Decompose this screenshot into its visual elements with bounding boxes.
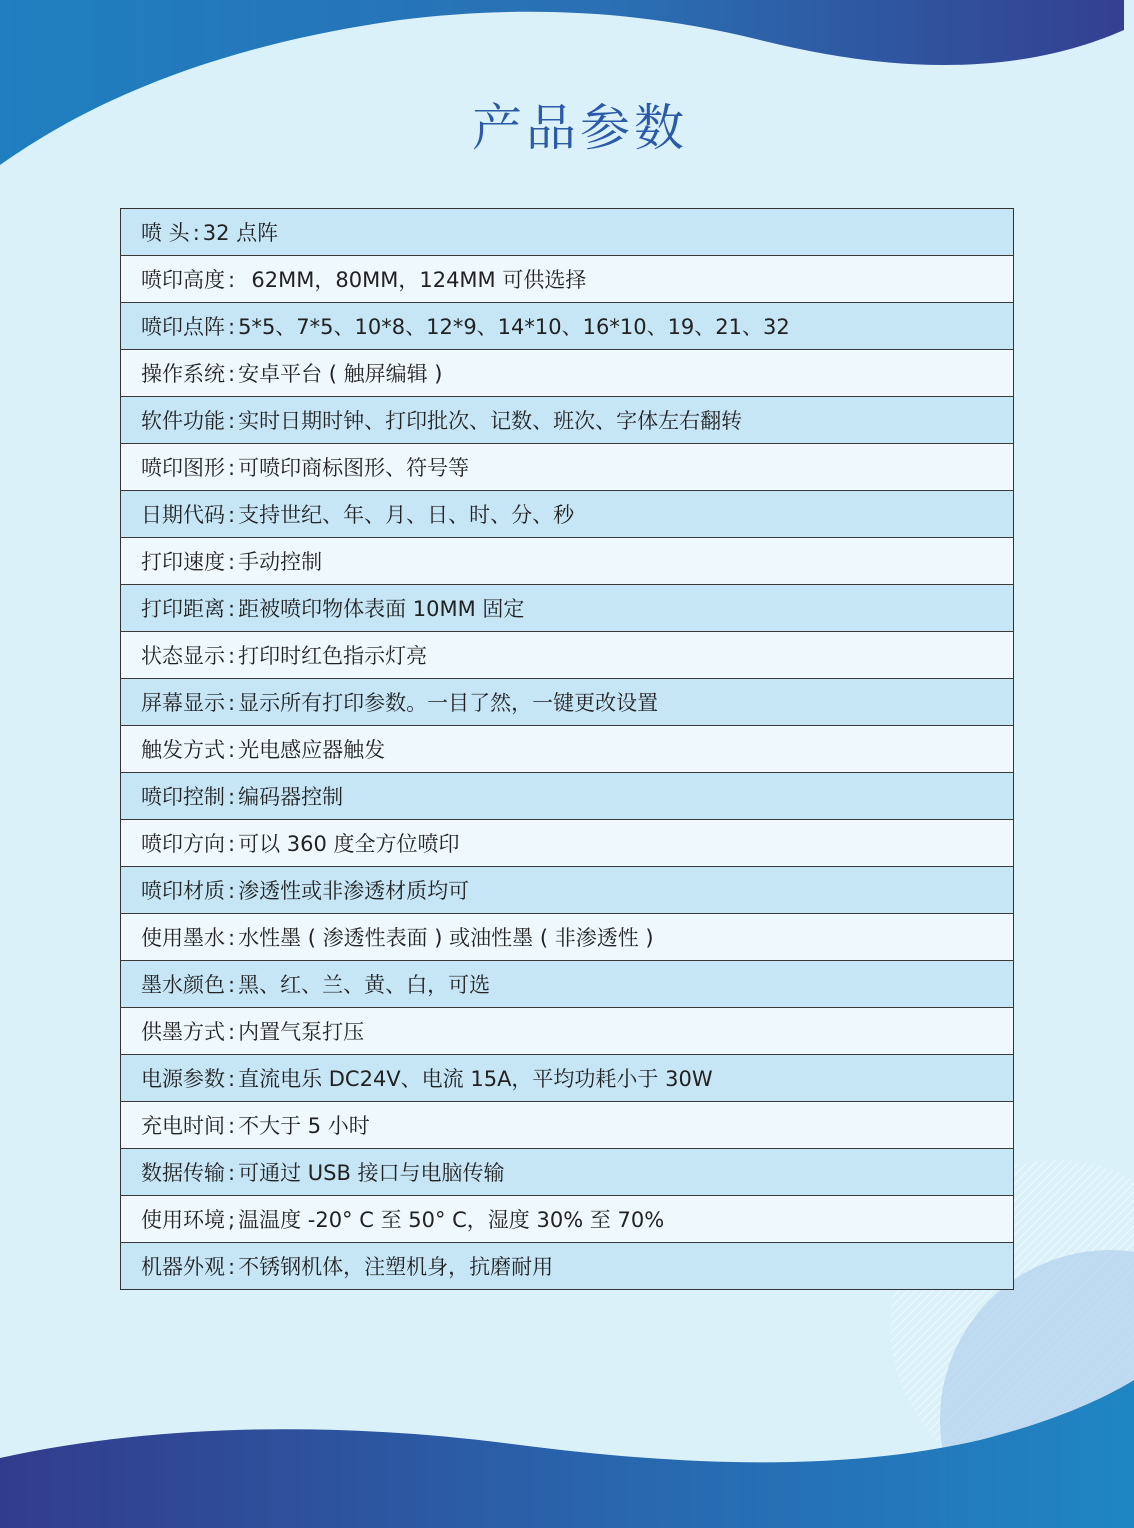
table-row — [121, 679, 1014, 726]
spec-separator: : — [228, 1255, 236, 1279]
spec-cell — [121, 632, 1014, 679]
table-row — [121, 256, 1014, 303]
spec-value: 内置气泵打压 — [238, 1020, 365, 1044]
spec-cell — [121, 397, 1014, 444]
spec-cell — [121, 209, 1014, 256]
spec-separator: : — [228, 644, 236, 668]
spec-value: 实时日期时钟、打印批次、记数、班次、字体左右翻转 — [238, 409, 743, 433]
spec-value: 打印时红色指示灯亮 — [238, 644, 428, 668]
spec-separator: : — [228, 926, 236, 950]
spec-label: 喷印方向 — [141, 832, 225, 856]
spec-cell — [121, 726, 1014, 773]
spec-separator: : — [228, 691, 236, 715]
spec-label: 软件功能 — [141, 409, 225, 433]
spec-label: 日期代码 — [141, 503, 225, 527]
spec-cell — [121, 256, 1014, 303]
spec-separator: : — [228, 1067, 236, 1091]
spec-cell — [121, 867, 1014, 914]
spec-value: 32 点阵 — [202, 221, 279, 245]
spec-value: 62MM，80MM，124MM 可供选择 — [238, 268, 587, 292]
spec-label: 喷印图形 — [141, 456, 225, 480]
spec-cell — [121, 914, 1014, 961]
spec-cell — [121, 679, 1014, 726]
spec-value: 支持世纪、年、月、日、时、分、秒 — [238, 503, 575, 527]
table-row — [121, 1008, 1014, 1055]
spec-label: 电源参数 — [141, 1067, 225, 1091]
spec-label: 喷 头 — [141, 221, 190, 245]
spec-value: 5*5、7*5、10*8、12*9、14*10、16*10、19、21、32 — [238, 315, 790, 339]
spec-separator: : — [228, 879, 236, 903]
table-row — [121, 444, 1014, 491]
spec-separator: : — [228, 832, 236, 856]
spec-separator: : — [228, 268, 236, 292]
table-row — [121, 209, 1014, 256]
spec-value: 可通过 USB 接口与电脑传输 — [238, 1161, 505, 1185]
spec-label: 充电时间 — [141, 1114, 225, 1138]
table-row — [121, 1196, 1014, 1243]
spec-value: 不大于 5 小时 — [238, 1114, 370, 1138]
spec-separator: : — [228, 738, 236, 762]
table-row — [121, 538, 1014, 585]
spec-cell — [121, 491, 1014, 538]
spec-cell — [121, 1149, 1014, 1196]
spec-cell — [121, 1196, 1014, 1243]
spec-value: 显示所有打印参数。一目了然，一键更改设置 — [238, 691, 659, 715]
table-row — [121, 1102, 1014, 1149]
spec-value: 不锈钢机体，注塑机身，抗磨耐用 — [238, 1255, 554, 1279]
table-row — [121, 632, 1014, 679]
spec-cell — [121, 444, 1014, 491]
spec-label: 打印速度 — [141, 550, 225, 574]
spec-label: 机器外观 — [141, 1255, 225, 1279]
spec-separator: : — [228, 409, 236, 433]
spec-value: 距被喷印物体表面 10MM 固定 — [238, 597, 525, 621]
spec-cell — [121, 773, 1014, 820]
spec-value: 安卓平台 ( 触屏编辑 ) — [238, 362, 443, 386]
spec-value: 可喷印商标图形、符号等 — [238, 456, 470, 480]
spec-cell — [121, 820, 1014, 867]
spec-label: 状态显示 — [141, 644, 225, 668]
spec-cell — [121, 585, 1014, 632]
spec-label: 操作系统 — [141, 362, 225, 386]
spec-label: 使用环境 — [141, 1208, 225, 1232]
spec-cell — [121, 1008, 1014, 1055]
spec-separator: : — [228, 597, 236, 621]
spec-label: 墨水颜色 — [141, 973, 225, 997]
spec-cell — [121, 1102, 1014, 1149]
spec-value: 手动控制 — [238, 550, 323, 574]
spec-separator: : — [228, 315, 236, 339]
table-row — [121, 726, 1014, 773]
table-row — [121, 491, 1014, 538]
spec-separator: : — [228, 456, 236, 480]
spec-value: 光电感应器触发 — [238, 738, 386, 762]
spec-separator: ; — [228, 1208, 236, 1232]
table-row — [121, 867, 1014, 914]
spec-cell — [121, 1055, 1014, 1102]
spec-label: 数据传输 — [141, 1161, 225, 1185]
spec-label: 喷印高度 — [141, 268, 225, 292]
spec-label: 触发方式 — [141, 738, 225, 762]
spec-label: 喷印控制 — [141, 785, 225, 809]
spec-label: 供墨方式 — [141, 1020, 225, 1044]
spec-cell — [121, 961, 1014, 1008]
spec-separator: : — [228, 550, 236, 574]
table-row — [121, 585, 1014, 632]
spec-label: 喷印点阵 — [141, 315, 225, 339]
spec-value: 黑、红、兰、黄、白，可选 — [238, 973, 491, 997]
table-row — [121, 1149, 1014, 1196]
table-row — [121, 1243, 1014, 1290]
spec-label: 使用墨水 — [141, 926, 225, 950]
table-row — [121, 397, 1014, 444]
spec-separator: : — [228, 973, 236, 997]
spec-cell — [121, 303, 1014, 350]
spec-label: 屏幕显示 — [141, 691, 225, 715]
spec-cell — [121, 350, 1014, 397]
spec-separator: : — [192, 221, 200, 245]
spec-separator: : — [228, 785, 236, 809]
spec-value: 水性墨 ( 渗透性表面 ) 或油性墨 ( 非渗透性 ) — [238, 926, 654, 950]
table-row — [121, 820, 1014, 867]
spec-separator: : — [228, 1114, 236, 1138]
spec-cell — [121, 538, 1014, 585]
spec-value: 渗透性或非渗透材质均可 — [238, 879, 470, 903]
table-row — [121, 914, 1014, 961]
table-row — [121, 303, 1014, 350]
spec-separator: : — [228, 503, 236, 527]
spec-separator: : — [228, 1020, 236, 1044]
spec-separator: : — [228, 1161, 236, 1185]
spec-value: 编码器控制 — [238, 785, 344, 809]
spec-cell — [121, 1243, 1014, 1290]
spec-label: 打印距离 — [141, 597, 225, 621]
spec-label: 喷印材质 — [141, 879, 225, 903]
spec-table — [120, 208, 1014, 1290]
spec-separator: : — [228, 362, 236, 386]
table-row — [121, 350, 1014, 397]
table-row — [121, 961, 1014, 1008]
spec-table-body — [121, 209, 1014, 1290]
spec-value: 温温度 -20° C 至 50° C，湿度 30% 至 70% — [238, 1208, 665, 1232]
spec-value: 直流电乐 DC24V、电流 15A，平均功耗小于 30W — [238, 1067, 713, 1091]
page-title: 产品参数 — [472, 99, 688, 157]
spec-value: 可以 360 度全方位喷印 — [238, 832, 460, 856]
table-row — [121, 773, 1014, 820]
table-row — [121, 1055, 1014, 1102]
